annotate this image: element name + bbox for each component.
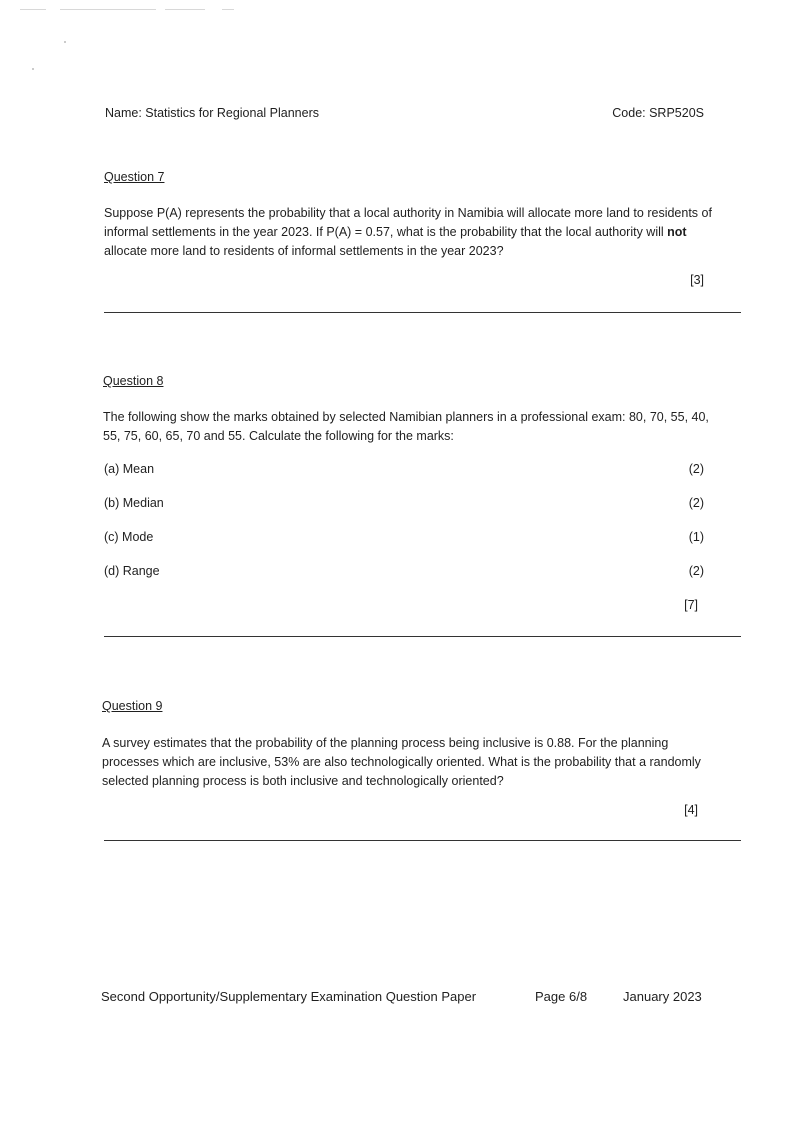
question-8-part-b: [104, 496, 704, 514]
part-marks: (1): [688, 530, 704, 544]
divider: [104, 312, 741, 313]
scan-artifact: [60, 9, 156, 10]
footer-paper-title: Second Opportunity/Supplementary Examination Question Paper: [101, 989, 477, 1004]
question-8-part-a: [104, 462, 704, 480]
scan-artifact: [165, 9, 205, 10]
question-8-title: Question 8: [103, 374, 164, 388]
question-9-marks: [4]: [684, 803, 698, 817]
footer-date: January 2023: [623, 989, 702, 1004]
part-label: (b) Median: [104, 496, 164, 510]
part-marks: (2): [688, 496, 704, 510]
part-marks: (2): [688, 564, 704, 578]
divider: [104, 840, 741, 841]
divider: [104, 636, 741, 637]
scan-artifact: [20, 9, 46, 10]
question-8-total-marks: [7]: [684, 598, 698, 612]
question-7-marks: [3]: [690, 273, 704, 287]
question-9-text: A survey estimates that the probability of the planning process being inclusive is 0.88. For the planning processes which are inclusive, 53% are also technologically oriented. What is the probability that a randomly selected planning process is both inclusive and technologically oriented?: [102, 736, 701, 788]
part-label: (c) Mode: [104, 530, 154, 544]
part-marks: (2): [688, 462, 704, 476]
course-code: Code: SRP520S: [612, 106, 704, 120]
question-7-text: Suppose P(A) represents the probability that a local authority in Namibia will allocate more land to residents of informal settlements in the year 2023. If P(A) = 0.57, what is the probability that the local authority will not allocate more land to residents of informal settlements in the year 2023?: [104, 206, 712, 258]
scan-artifact: [222, 9, 234, 10]
scan-speck: [64, 41, 66, 43]
question-8-text: The following show the marks obtained by selected Namibian planners in a professional exam: 80, 70, 55, 40, 55, 75, 60, 65, 70 and 55. Calculate the following for the marks:: [103, 410, 709, 443]
scan-speck: [32, 68, 34, 70]
part-label: (d) Range: [104, 564, 160, 578]
question-9-title: Question 9: [102, 699, 163, 713]
footer-page-number: Page 6/8: [535, 989, 588, 1004]
part-label: (a) Mean: [104, 462, 155, 476]
question-8-part-c: [104, 530, 704, 548]
emphasis-not: not: [667, 225, 687, 239]
course-name: Name: Statistics for Regional Planners: [105, 106, 319, 120]
question-7-title: Question 7: [104, 170, 165, 184]
question-8-part-d: [104, 564, 704, 582]
